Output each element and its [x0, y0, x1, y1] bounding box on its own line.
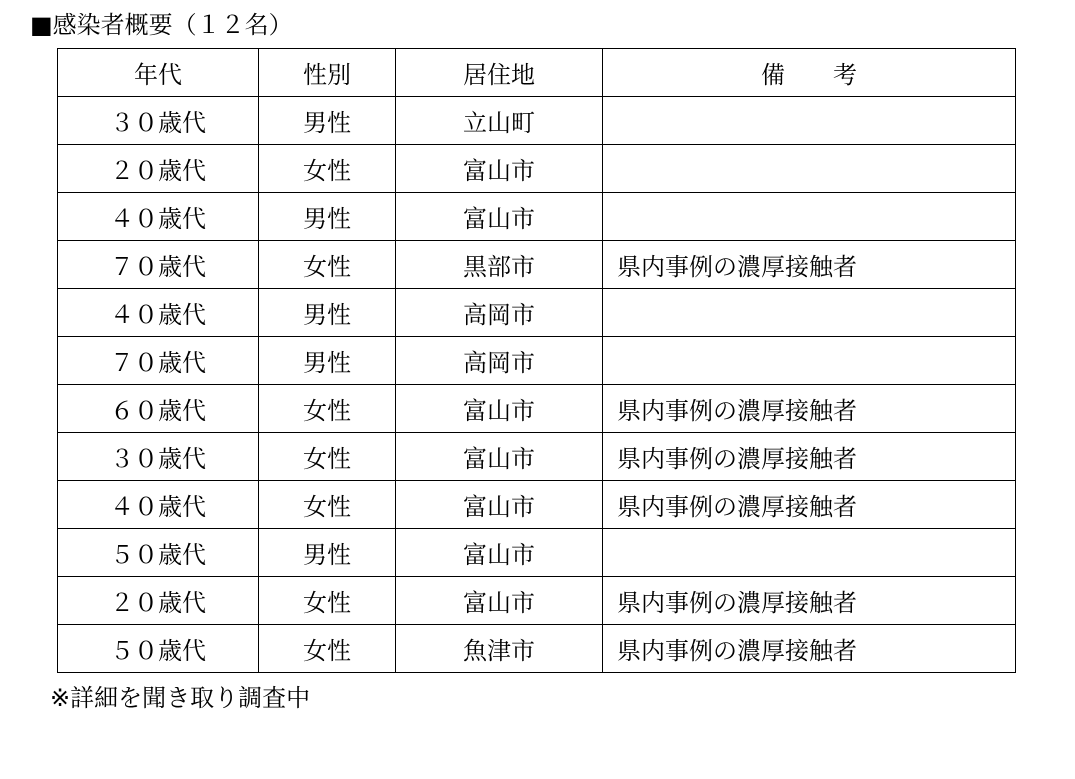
table-row — [58, 529, 1016, 577]
table-row — [58, 481, 1016, 529]
cell-age: ７０歳代 — [58, 337, 259, 385]
cell-age: ３０歳代 — [58, 433, 259, 481]
page-title: ■感染者概要（１２名） — [30, 11, 293, 39]
cell-age: ５０歳代 — [58, 529, 259, 577]
header-sex: 性別 — [259, 49, 396, 97]
cell-residence: 富山市 — [396, 529, 603, 577]
cell-remarks — [603, 337, 1016, 385]
cell-residence: 富山市 — [396, 193, 603, 241]
cell-sex: 男性 — [259, 289, 396, 337]
header-remarks: 備 考 — [603, 49, 1016, 97]
cell-remarks: 県内事例の濃厚接触者 — [603, 577, 1016, 625]
cell-sex: 男性 — [259, 97, 396, 145]
cell-remarks: 県内事例の濃厚接触者 — [603, 241, 1016, 289]
table-row — [58, 337, 1016, 385]
cell-remarks: 県内事例の濃厚接触者 — [603, 625, 1016, 673]
cell-remarks: 県内事例の濃厚接触者 — [603, 433, 1016, 481]
cell-age: ６０歳代 — [58, 385, 259, 433]
table-row — [58, 145, 1016, 193]
table-row — [58, 385, 1016, 433]
cell-age: ７０歳代 — [58, 241, 259, 289]
cell-residence: 富山市 — [396, 145, 603, 193]
cell-remarks — [603, 145, 1016, 193]
table-header-row — [58, 49, 1016, 97]
cell-residence: 富山市 — [396, 385, 603, 433]
cell-residence: 立山町 — [396, 97, 603, 145]
cell-age: ２０歳代 — [58, 145, 259, 193]
cell-remarks — [603, 193, 1016, 241]
cell-remarks — [603, 529, 1016, 577]
cell-sex: 女性 — [259, 145, 396, 193]
cell-sex: 女性 — [259, 385, 396, 433]
cell-age: ２０歳代 — [58, 577, 259, 625]
cases-table — [57, 48, 1016, 673]
cell-sex: 女性 — [259, 577, 396, 625]
table-row — [58, 433, 1016, 481]
header-age: 年代 — [58, 49, 259, 97]
cell-remarks — [603, 289, 1016, 337]
cell-age: ５０歳代 — [58, 625, 259, 673]
cell-sex: 女性 — [259, 433, 396, 481]
cell-age: ４０歳代 — [58, 289, 259, 337]
table-row — [58, 577, 1016, 625]
cell-sex: 男性 — [259, 193, 396, 241]
cell-residence: 富山市 — [396, 577, 603, 625]
cell-remarks: 県内事例の濃厚接触者 — [603, 385, 1016, 433]
header-residence: 居住地 — [396, 49, 603, 97]
cell-sex: 女性 — [259, 241, 396, 289]
cell-residence: 高岡市 — [396, 337, 603, 385]
table-row — [58, 289, 1016, 337]
cell-sex: 男性 — [259, 337, 396, 385]
cell-residence: 高岡市 — [396, 289, 603, 337]
cell-residence: 黒部市 — [396, 241, 603, 289]
footnote: ※詳細を聞き取り調査中 — [50, 684, 311, 712]
cell-age: ４０歳代 — [58, 193, 259, 241]
cell-sex: 女性 — [259, 481, 396, 529]
cell-residence: 富山市 — [396, 433, 603, 481]
table-row — [58, 97, 1016, 145]
cell-remarks: 県内事例の濃厚接触者 — [603, 481, 1016, 529]
cell-age: ３０歳代 — [58, 97, 259, 145]
table-row — [58, 241, 1016, 289]
cell-residence: 魚津市 — [396, 625, 603, 673]
table-row — [58, 625, 1016, 673]
cell-age: ４０歳代 — [58, 481, 259, 529]
cell-residence: 富山市 — [396, 481, 603, 529]
cell-sex: 男性 — [259, 529, 396, 577]
cell-remarks — [603, 97, 1016, 145]
cell-sex: 女性 — [259, 625, 396, 673]
table-row — [58, 193, 1016, 241]
